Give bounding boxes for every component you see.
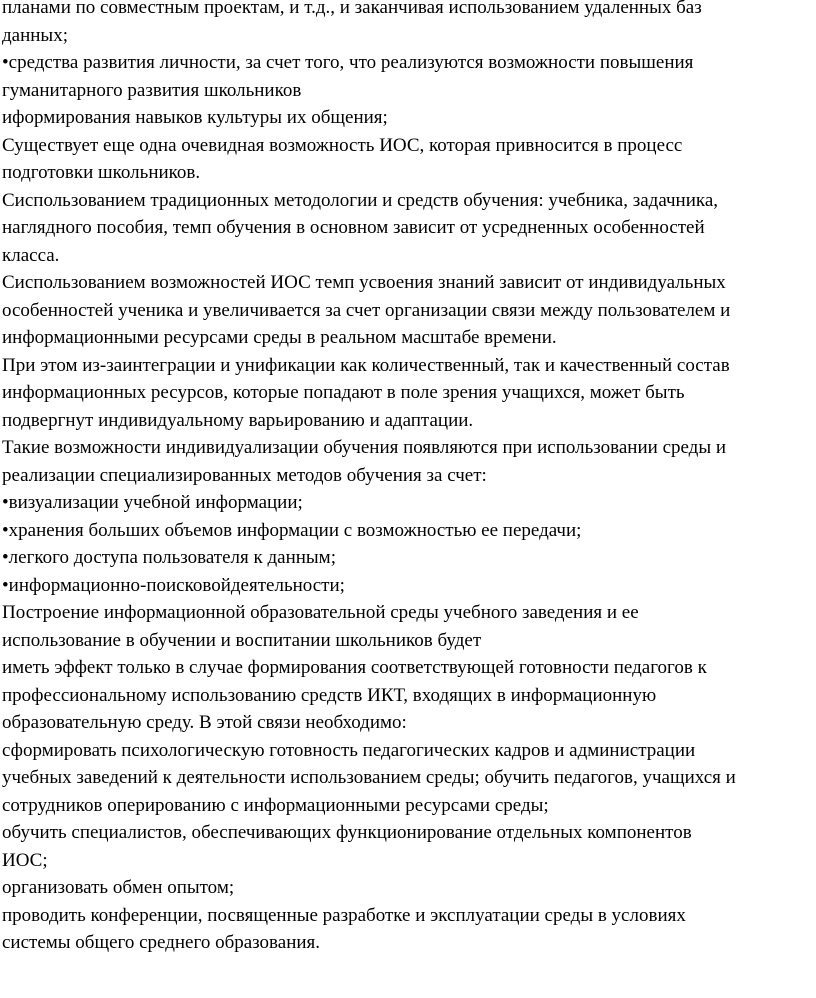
text-line-1: планами по совместным проектам, и т.д., и заканчивая использованием удаленных баз bbox=[2, 0, 702, 18]
text-line-10: класса. bbox=[2, 244, 60, 266]
text-line-8: Сиспользованием традиционных методологии и средств обучения: учебника, задачника, bbox=[2, 189, 719, 211]
text-line-12: особенностей ученика и увеличивается за счет организации связи между пользователем и bbox=[2, 299, 731, 321]
text-line-34: проводить конференции, посвященные разработке и эксплуатации среды в условиях bbox=[2, 904, 686, 926]
text-line-7: подготовки школьников. bbox=[2, 162, 201, 183]
text-line-20: •хранения больших объемов информации с возможностью ее передачи; bbox=[2, 519, 582, 541]
text-line-26: профессиональному использованию средств ИКТ, входящих в информационную bbox=[2, 684, 657, 706]
text-line-18: реализации специализированных методов обучения за счет: bbox=[2, 464, 487, 486]
text-line-3: •средства развития личности, за счет того, что реализуются возможности повышения bbox=[2, 52, 694, 73]
text-line-4: гуманитарного развития школьников bbox=[2, 79, 302, 101]
text-line-17: Такие возможности индивидуализации обучения появляются при использовании среды и bbox=[2, 437, 727, 458]
text-line-33: организовать обмен опытом; bbox=[2, 877, 235, 898]
text-line-16: подвергнут индивидуальному варьированию и адаптации. bbox=[2, 409, 474, 431]
text-line-15: информационных ресурсов, которые попадают в поле зрения учащихся, может быть bbox=[2, 382, 685, 403]
text-line-25: иметь эффект только в случае формирования соответствующей готовности педагогов к bbox=[2, 657, 707, 678]
text-line-28: сформировать психологическую готовность педагогических кадров и администрации bbox=[2, 739, 696, 761]
text-line-29: учебных заведений к деятельности использованием среды; обучить педагогов, учащихся и bbox=[2, 767, 736, 788]
text-line-32: ИОС; bbox=[2, 849, 48, 871]
text-line-2: данных; bbox=[2, 24, 68, 46]
text-line-6: Существует еще одна очевидная возможность ИОС, которая привносится в процесс bbox=[2, 134, 683, 156]
text-line-21: •легкого доступа пользователя к данным; bbox=[2, 547, 336, 568]
text-line-13: информационными ресурсами среды в реальном масштабе времени. bbox=[2, 327, 557, 348]
text-line-27: образовательную среду. В этой связи необходимо: bbox=[2, 712, 407, 733]
text-line-24: использование в обучении и воспитании школьников будет bbox=[2, 629, 482, 651]
text-line-31: обучить специалистов, обеспечивающих функционирование отдельных компонентов bbox=[2, 822, 692, 843]
text-line-19: •визуализации учебной информации; bbox=[2, 492, 303, 513]
text-line-14: При этом из-заинтеграции и унификации как количественный, так и качественный состав bbox=[2, 354, 730, 376]
text-line-11: Сиспользованием возможностей ИОС темп усвоения знаний зависит от индивидуальных bbox=[2, 272, 726, 293]
text-line-30: сотрудников оперированию с информационными ресурсами среды; bbox=[2, 794, 549, 816]
text-line-9: наглядного пособия, темп обучения в основном зависит от усредненных особенностей bbox=[2, 217, 705, 238]
text-line-35: системы общего среднего образования. bbox=[2, 932, 321, 953]
text-line-22: •информационно-поисковойдеятельности; bbox=[2, 574, 345, 596]
text-line-5: иформирования навыков культуры их общения; bbox=[2, 107, 388, 128]
text-line-23: Построение информационной образовательной среды учебного заведения и ее bbox=[2, 602, 639, 623]
